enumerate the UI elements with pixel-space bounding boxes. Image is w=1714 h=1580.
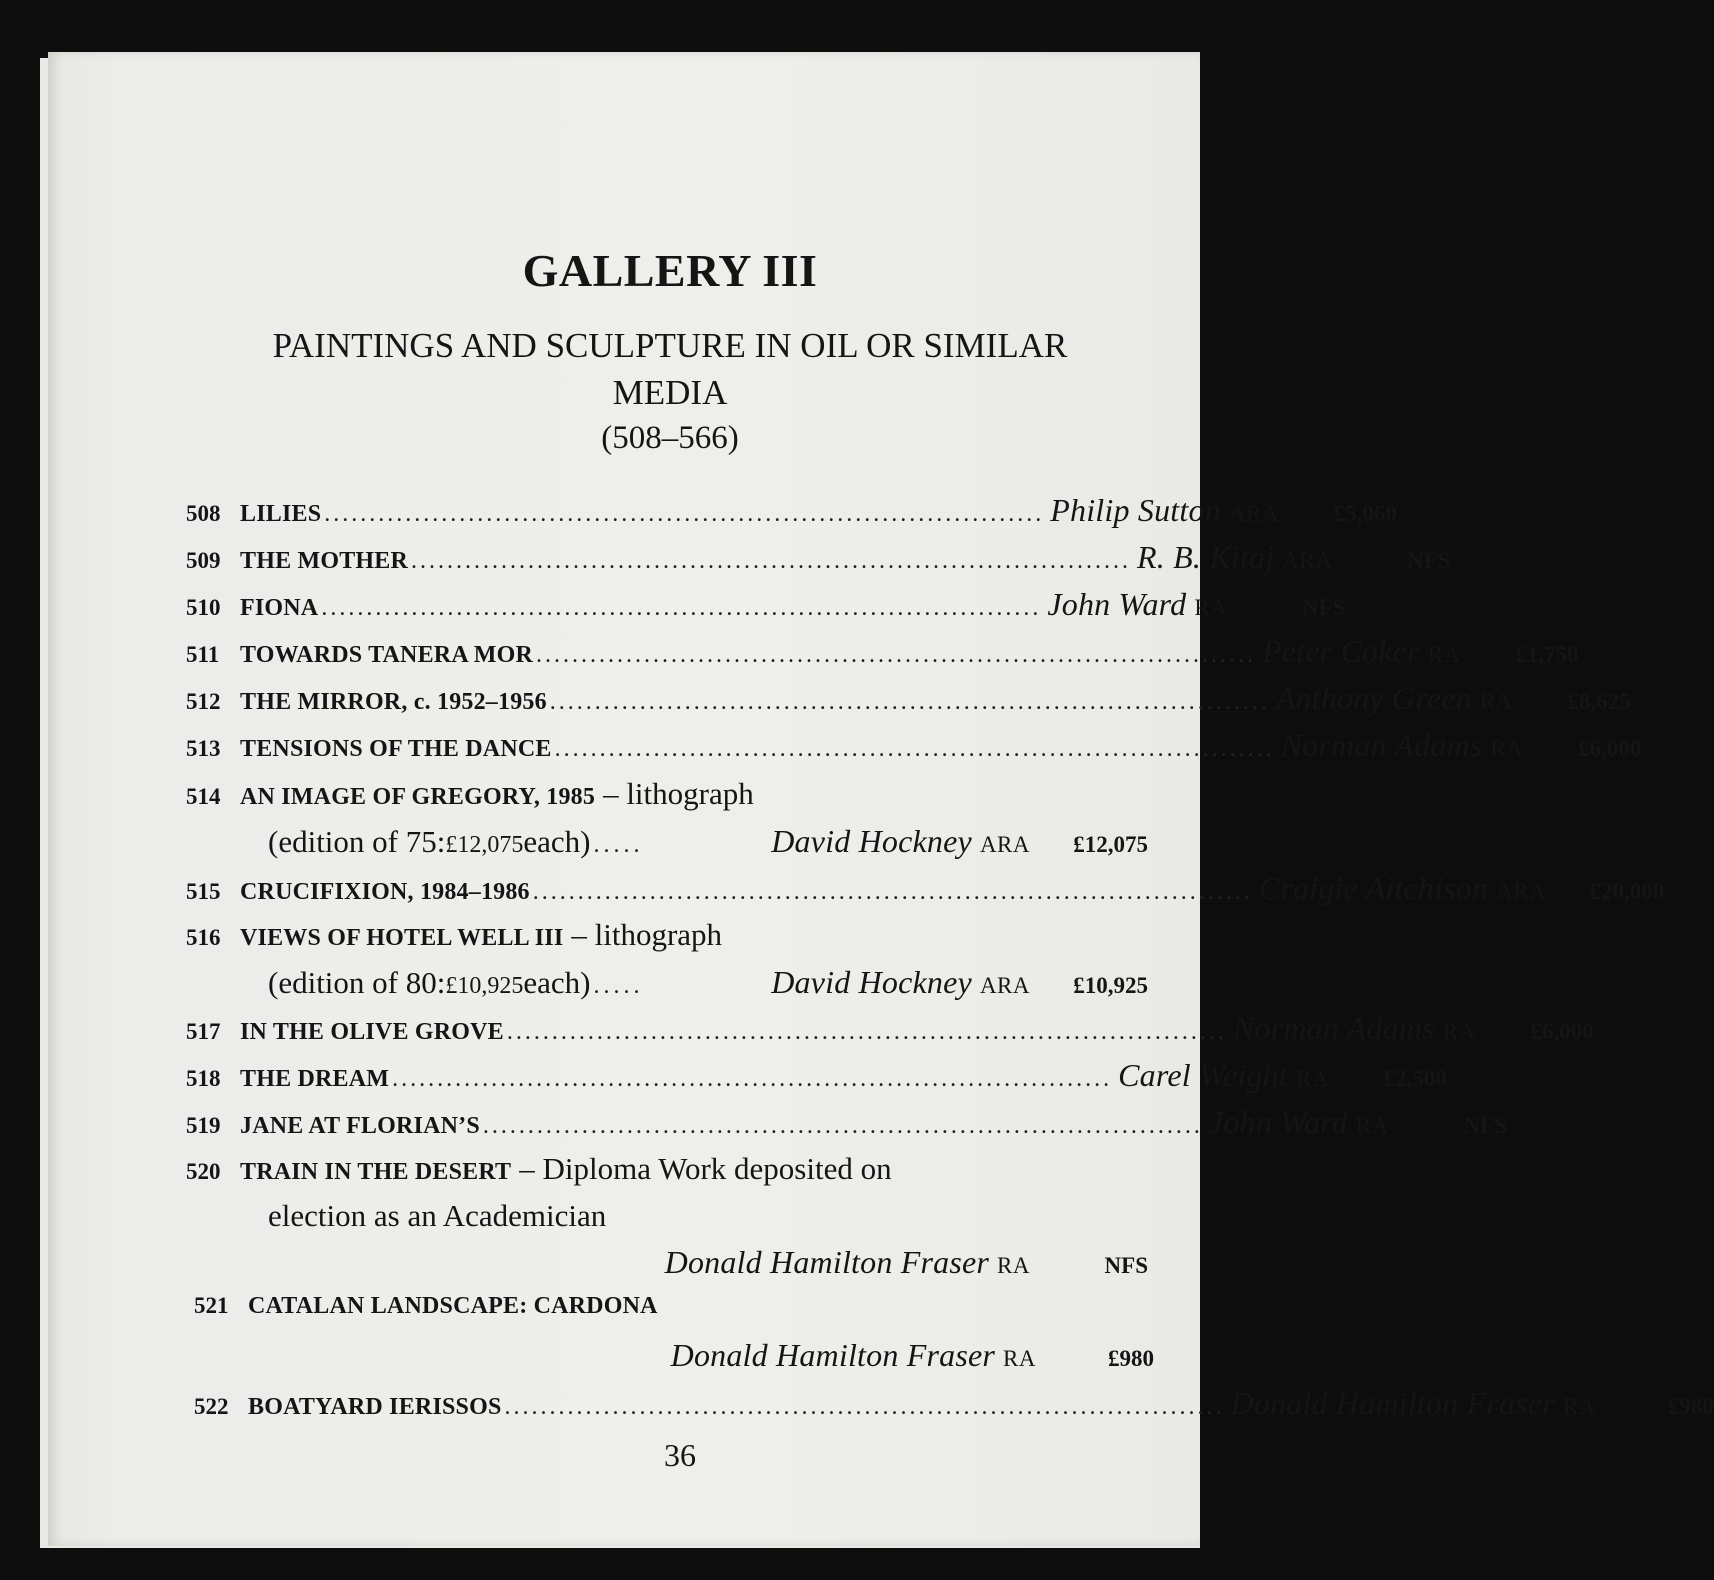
entry-price: £1,750 xyxy=(1515,642,1579,667)
catalogue-entry xyxy=(186,539,1451,583)
entry-title: JANE AT FLORIAN’S xyxy=(240,1113,480,1139)
entry-price: NFS xyxy=(1406,548,1451,573)
entry-rank: ARA xyxy=(979,832,1030,857)
catalogue-entry xyxy=(186,1057,1447,1101)
page-number: 36 xyxy=(664,1437,696,1473)
dot-leader: ................................................................................ xyxy=(535,642,1256,668)
entry-price: £10,925 xyxy=(1073,973,1148,998)
entry-rank: RA xyxy=(1295,1066,1329,1091)
entry-number: 513 xyxy=(186,736,221,761)
dot-leader: ................................................................................ xyxy=(324,501,1045,527)
entry-price: £5,060 xyxy=(1333,501,1397,526)
dot-leader: ................................................................................ xyxy=(392,1066,1113,1092)
dot-leader: ................................................................................ xyxy=(482,1113,1203,1139)
dot-leader: ................................................................................ xyxy=(549,689,1270,715)
catalogue-range: (508–566) xyxy=(601,420,739,456)
catalogue-entry xyxy=(186,633,1579,677)
entry-number: 514 xyxy=(186,784,221,809)
dot-leader: ..... xyxy=(593,973,644,999)
entry-artist: Craigie Aitchison xyxy=(1258,870,1489,906)
entry-rank: RA xyxy=(1003,1346,1036,1371)
entry-price: £12,075 xyxy=(1073,832,1148,857)
edition-suffix: each) xyxy=(523,965,591,1000)
entry-rank: RA xyxy=(1427,642,1461,667)
entry-price: £980 xyxy=(1667,1394,1714,1419)
entry-number: 515 xyxy=(186,879,221,904)
entry-title: CRUCIFIXION, 1984–1986 xyxy=(240,879,530,905)
dot-leader: ..... xyxy=(593,832,644,858)
dot-leader: ................................................................................ xyxy=(321,595,1042,621)
entry-number: 520 xyxy=(186,1159,221,1184)
entry-artist: R. B. Kitaj xyxy=(1137,539,1275,575)
entry-title: TRAIN IN THE DESERT xyxy=(240,1159,512,1185)
entry-rank: RA xyxy=(1562,1394,1596,1419)
catalogue-entry xyxy=(186,1010,1594,1054)
entry-title: LILIES xyxy=(240,501,322,527)
entry-price: £8,625 xyxy=(1567,689,1631,714)
catalogue-entry xyxy=(186,727,1642,771)
entry-title: THE DREAM xyxy=(240,1066,390,1092)
entry-rank: RA xyxy=(1355,1113,1389,1138)
entry-title: IN THE OLIVE GROVE xyxy=(240,1019,504,1045)
catalogue-entry xyxy=(186,680,1631,724)
entry-title: THE MIRROR, c. 1952–1956 xyxy=(240,689,547,715)
catalogue-entry xyxy=(186,492,1397,536)
catalogue-entry xyxy=(186,1151,1148,1195)
entry-artist: Anthony Green xyxy=(1275,680,1472,716)
entry-number: 516 xyxy=(186,925,221,950)
entry-artist: Donald Hamilton Fraser xyxy=(1230,1385,1555,1421)
entry-rank: RA xyxy=(997,1253,1030,1278)
entry-rank: ARA xyxy=(979,973,1030,998)
entry-number: 519 xyxy=(186,1113,221,1138)
entry-number: 517 xyxy=(186,1019,221,1044)
entry-price: £980 xyxy=(1108,1346,1154,1371)
catalogue-entry-continuation xyxy=(268,964,1148,1008)
entry-number: 522 xyxy=(194,1394,229,1419)
dot-leader: ................................................................................ xyxy=(554,736,1275,762)
entry-price: NFS xyxy=(1104,1253,1148,1278)
entry-artist: Philip Sutton xyxy=(1050,492,1221,528)
entry-artist: John Ward xyxy=(1208,1104,1348,1140)
entry-price: £2,500 xyxy=(1383,1066,1447,1091)
dot-leader: ................................................................................ xyxy=(506,1019,1227,1045)
catalogue-entry xyxy=(194,1293,1154,1337)
entry-rank: ARA xyxy=(1496,879,1547,904)
entry-number: 510 xyxy=(186,595,221,620)
entry-medium: – Diploma Work deposited on xyxy=(519,1151,892,1186)
entry-rank: RA xyxy=(1442,1019,1476,1044)
gallery-title: GALLERY III xyxy=(522,245,818,296)
entry-medium: – lithograph xyxy=(571,917,723,952)
entry-price: NFS xyxy=(1301,595,1346,620)
entry-title: TOWARDS TANERA MOR xyxy=(240,642,533,668)
entry-number: 508 xyxy=(186,501,221,526)
entry-artist: Norman Adams xyxy=(1280,727,1483,763)
entry-artist: Donald Hamilton Fraser xyxy=(664,1244,990,1280)
entry-title: VIEWS OF HOTEL WELL III xyxy=(240,925,564,951)
entry-title: BOATYARD IERISSOS xyxy=(248,1394,502,1420)
catalogue-entry xyxy=(194,1385,1714,1429)
edition-price: £12,075 xyxy=(445,832,524,858)
entry-title: FIONA xyxy=(240,595,319,621)
entry-price: NFS xyxy=(1463,1113,1507,1138)
entry-rank: RA xyxy=(1479,689,1513,714)
entry-artist: Donald Hamilton Fraser xyxy=(670,1337,996,1373)
entry-number: 511 xyxy=(186,642,220,667)
dot-leader: ................................................................................ xyxy=(504,1394,1225,1420)
entry-title: CATALAN LANDSCAPE: CARDONA xyxy=(248,1293,658,1319)
entry-number: 509 xyxy=(186,548,221,573)
entry-number: 518 xyxy=(186,1066,221,1091)
section-subtitle: PAINTINGS AND SCULPTURE IN OIL OR SIMILAR MEDIA xyxy=(272,326,1068,412)
entry-artist: Norman Adams xyxy=(1232,1010,1435,1046)
edition-prefix: (edition of 80: xyxy=(268,965,446,1000)
catalogue-entry-continuation xyxy=(186,1244,1148,1288)
catalogue-entry xyxy=(186,917,1148,961)
catalogue-entry xyxy=(186,1104,1507,1148)
entry-artist: David Hockney xyxy=(771,823,972,859)
dot-leader: ................................................................................ xyxy=(411,548,1132,574)
entry-rank: RA xyxy=(1194,595,1228,620)
entry-artist: Carel Weight xyxy=(1118,1057,1288,1093)
entry-price: £20,000 xyxy=(1589,879,1665,904)
entry-number: 512 xyxy=(186,689,221,714)
entry-artist: Peter Coker xyxy=(1261,633,1420,669)
entry-title: TENSIONS OF THE DANCE xyxy=(240,736,552,762)
entry-rank: ARA xyxy=(1282,548,1333,573)
catalogue-entry xyxy=(186,870,1665,914)
entry-price: £6,000 xyxy=(1530,1019,1594,1044)
entry-rank: ARA xyxy=(1228,501,1279,526)
dot-leader: ................................................................................ xyxy=(532,879,1253,905)
entry-number: 521 xyxy=(194,1293,229,1318)
entry-title: THE MOTHER xyxy=(240,548,409,574)
entry-artist: David Hockney xyxy=(771,964,972,1000)
entry-medium: – lithograph xyxy=(603,776,754,811)
edition-suffix: each) xyxy=(523,824,591,859)
catalogue-entry-continuation xyxy=(268,1198,1148,1242)
catalogue-entry-continuation xyxy=(194,1337,1154,1381)
entry-medium-continued: election as an Academician xyxy=(268,1198,607,1233)
entry-title: AN IMAGE OF GREGORY, 1985 xyxy=(240,784,596,810)
catalogue-entry-continuation xyxy=(268,823,1148,867)
catalogue-entry xyxy=(186,586,1346,630)
entry-price: £6,000 xyxy=(1578,736,1642,761)
entry-rank: RA xyxy=(1490,736,1524,761)
entry-artist: John Ward xyxy=(1047,586,1187,622)
edition-prefix: (edition of 75: xyxy=(268,824,446,859)
catalogue-entry xyxy=(186,776,1148,820)
edition-price: £10,925 xyxy=(445,973,524,999)
